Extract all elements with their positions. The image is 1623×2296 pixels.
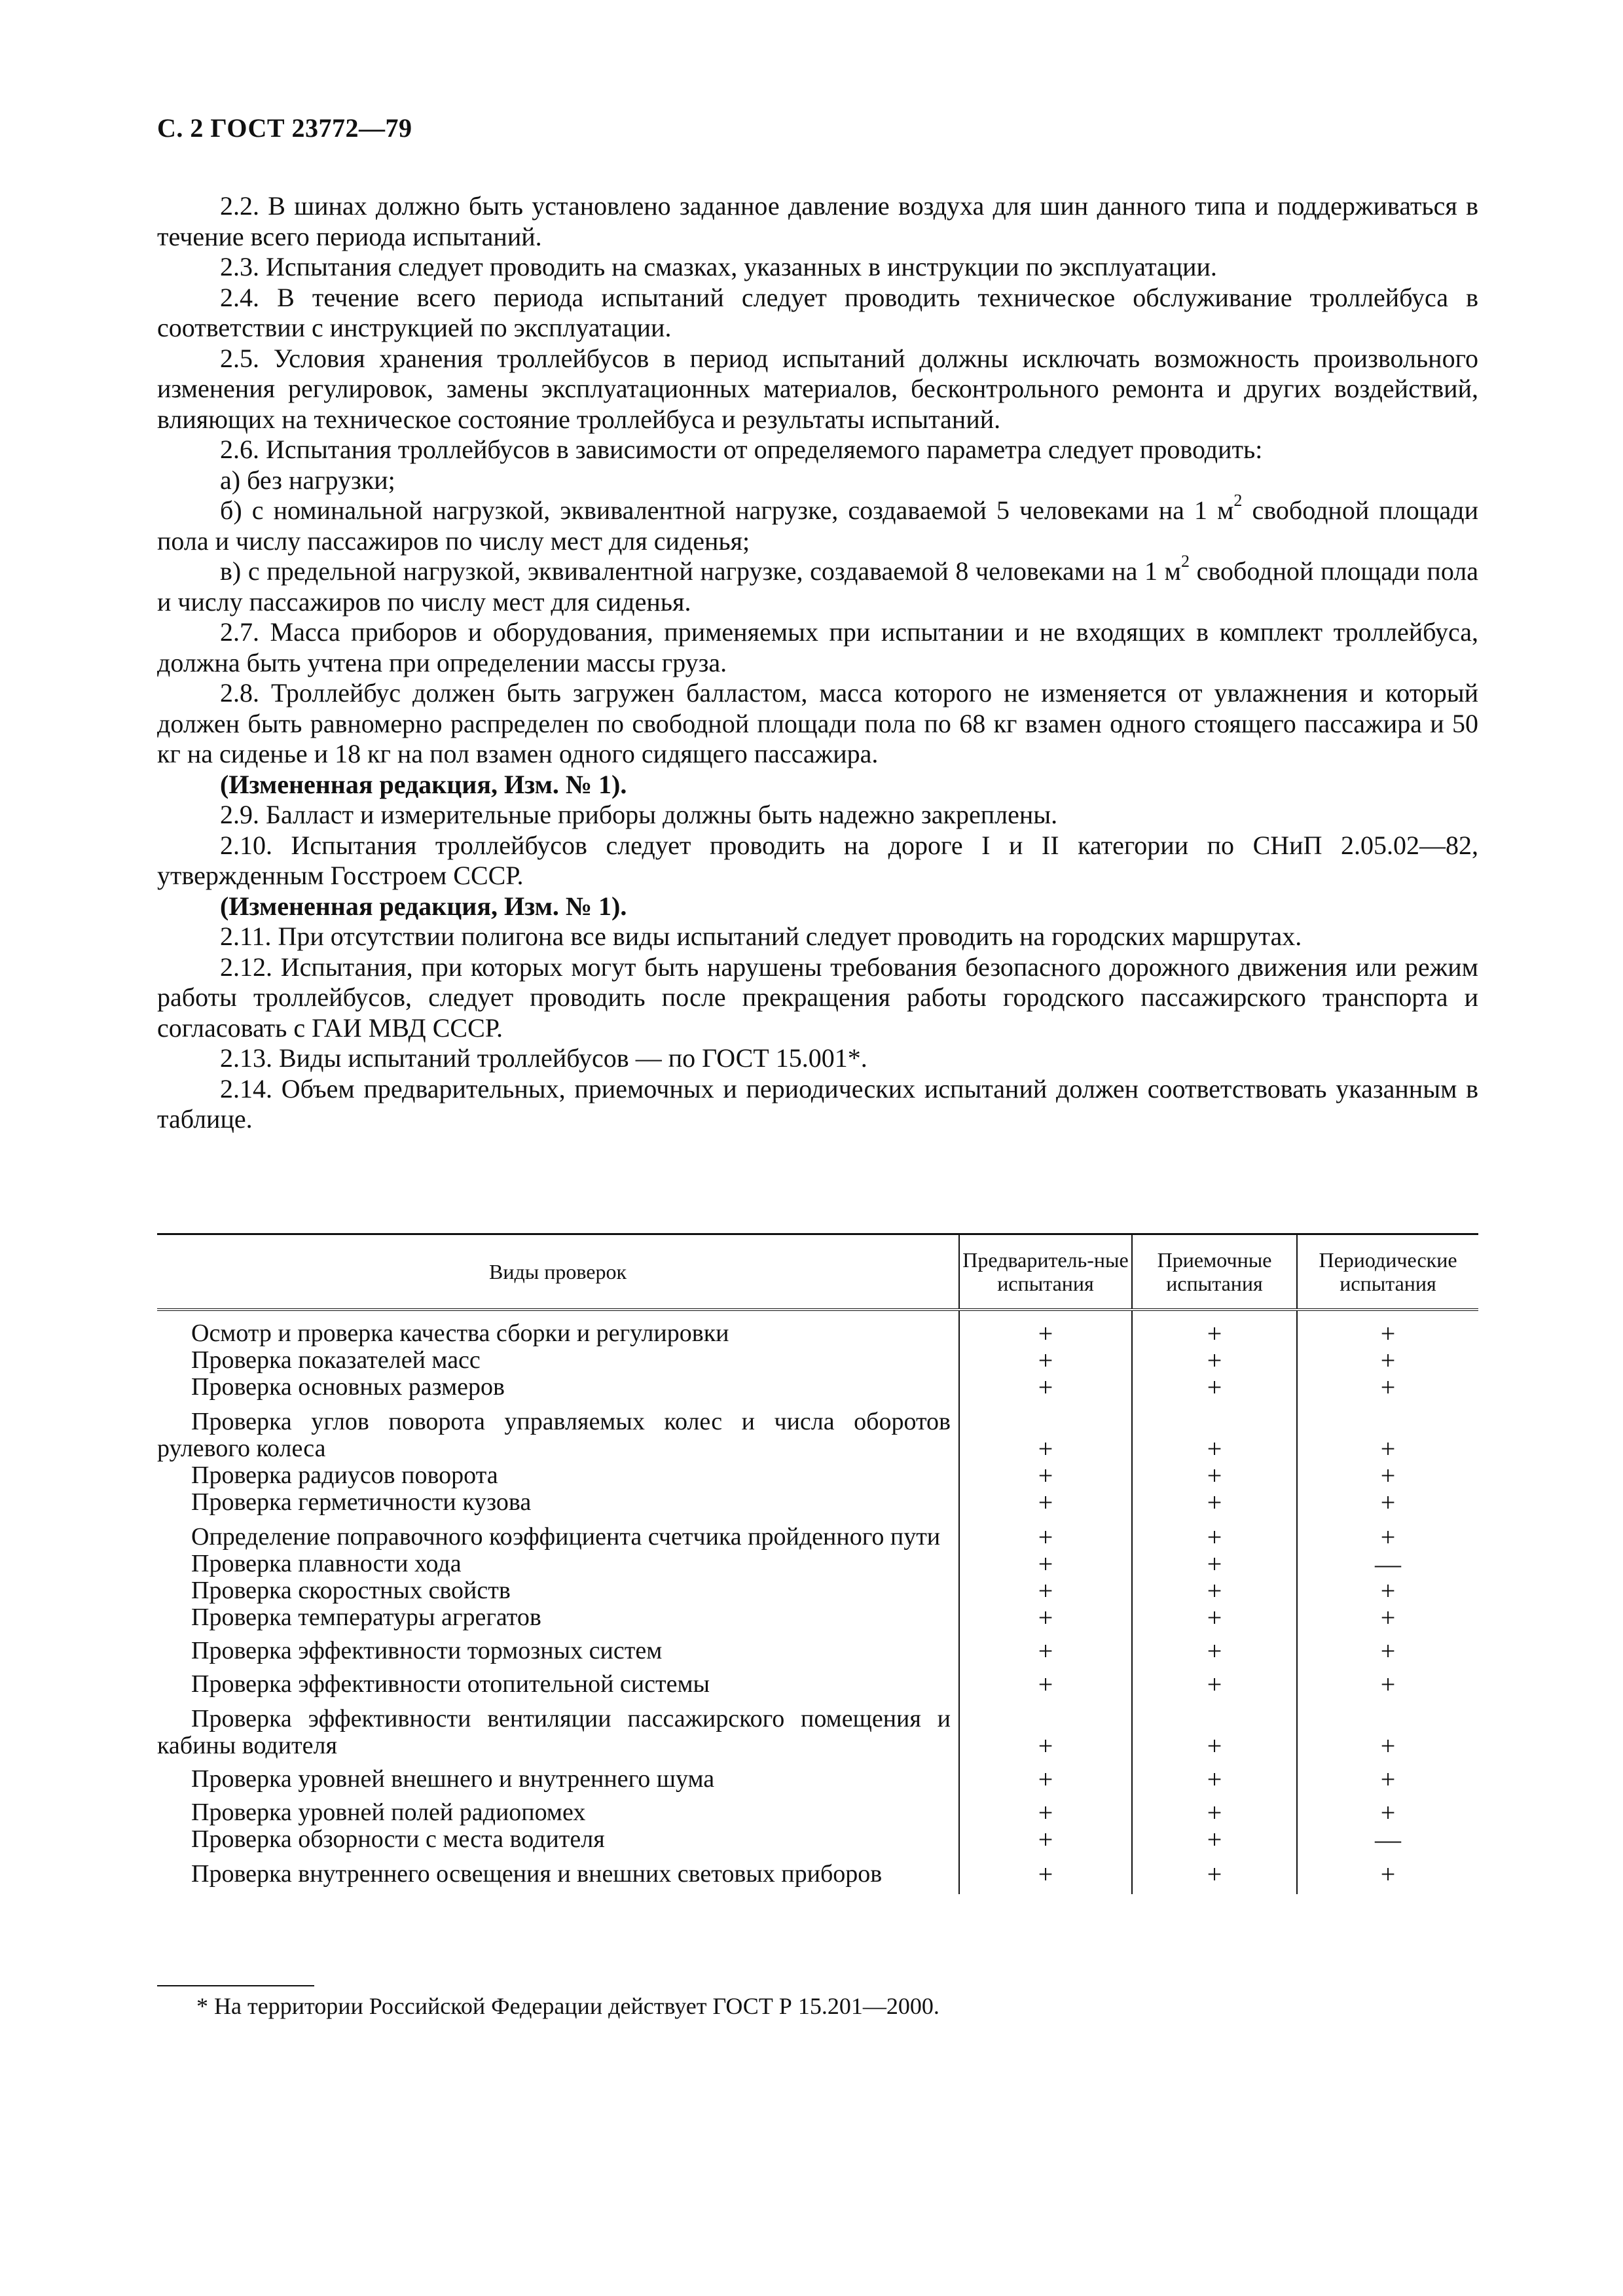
paragraph-2-4: 2.4. В течение всего периода испытаний следует проводить техническое обслуживание троллейбуса в соответствии с инструкцией по эксплуатации.	[157, 282, 1478, 342]
table-row	[157, 1374, 1478, 1401]
check-type-cell	[157, 1664, 959, 1698]
periodic-mark: —	[1297, 1551, 1478, 1577]
footnote-divider	[157, 1985, 314, 1986]
acceptance-mark: +	[1132, 1462, 1297, 1489]
check-type-label: Проверка обзорности с места водителя	[191, 1825, 605, 1853]
paragraph-2-6-v-text: в) с предельной нагрузкой, эквивалентной нагрузке, создаваемой 8 человеками на 1 м	[220, 556, 1181, 586]
table-row	[157, 1853, 1478, 1894]
column-header-acceptance: Приемочные испытания	[1132, 1234, 1297, 1310]
paragraph-2-6-b-text: б) с номинальной нагрузкой, эквивалентной нагрузке, создаваемой 5 человеками на 1 м	[220, 495, 1234, 525]
paragraph-2-6-b	[157, 491, 1479, 556]
superscript-2: 2	[1181, 552, 1190, 571]
periodic-mark: +	[1297, 1793, 1478, 1826]
paragraph-2-10: 2.10. Испытания троллейбусов следует проводить на дороге I и II категории по СНиП 2.05.02—82, утвержденным Госстроем СССР.	[157, 830, 1478, 890]
check-type-cell	[157, 1462, 959, 1489]
acceptance-mark: +	[1132, 1631, 1297, 1664]
preliminary-mark: +	[959, 1664, 1132, 1698]
check-type-label: Проверка плавности хода	[191, 1550, 462, 1577]
check-type-label: Проверка эффективности вентиляции пассажирского помещения и кабины водителя	[157, 1705, 951, 1759]
check-type-label: Проверка радиусов поворота	[191, 1462, 498, 1489]
check-type-cell	[157, 1759, 959, 1793]
periodic-mark: +	[1297, 1853, 1478, 1894]
periodic-mark: +	[1297, 1604, 1478, 1631]
test-scope-table	[157, 1233, 1478, 1894]
periodic-mark: +	[1297, 1698, 1478, 1759]
preliminary-mark: +	[959, 1489, 1132, 1516]
paragraph-2-5: 2.5. Условия хранения троллейбусов в период испытаний должны исключать возможность произвольного изменения регулировок, замены эксплуатационных материалов, бесконтрольного ремонта и других воздействий, влияющих на техническое состояние троллейбуса и результаты испытаний.	[157, 343, 1478, 434]
check-type-label: Проверка показателей масс	[191, 1346, 481, 1374]
check-type-label: Осмотр и проверка качества сборки и регулировки	[191, 1319, 729, 1347]
periodic-mark: +	[1297, 1310, 1478, 1347]
paragraph-2-6: 2.6. Испытания троллейбусов в зависимости от определяемого параметра следует проводить:	[220, 435, 1263, 464]
check-type-label: Определение поправочного коэффициента счетчика пройденного пути	[191, 1523, 941, 1551]
acceptance-mark: +	[1132, 1853, 1297, 1894]
paragraph-2-6-a: а) без нагрузки;	[220, 465, 395, 495]
check-type-label: Проверка основных размеров	[191, 1373, 505, 1401]
preliminary-mark: +	[959, 1516, 1132, 1551]
acceptance-mark: +	[1132, 1401, 1297, 1462]
paragraph-2-14: 2.14. Объем предварительных, приемочных и периодических испытаний должен соответствовать указанным в таблице.	[157, 1073, 1478, 1134]
acceptance-mark: +	[1132, 1374, 1297, 1401]
table-row	[157, 1462, 1478, 1489]
table-row	[157, 1664, 1478, 1698]
table-row	[157, 1759, 1478, 1793]
check-type-cell	[157, 1489, 959, 1516]
acceptance-mark: +	[1132, 1489, 1297, 1516]
amendment-note: (Измененная редакция, Изм. № 1).	[220, 769, 627, 799]
acceptance-mark: +	[1132, 1516, 1297, 1551]
paragraph-2-11: 2.11. При отсутствии полигона все виды испытаний следует проводить на городских маршрутах.	[220, 922, 1302, 951]
check-type-label: Проверка уровней полей радиопомех	[191, 1799, 586, 1826]
table-row	[157, 1516, 1478, 1551]
check-type-label: Проверка уровней внешнего и внутреннего шума	[191, 1765, 715, 1793]
check-type-label: Проверка эффективности отопительной системы	[191, 1670, 710, 1698]
table-row	[157, 1631, 1478, 1664]
preliminary-mark: +	[959, 1462, 1132, 1489]
paragraph-2-2: 2.2. В шинах должно быть установлено заданное давление воздуха для шин данного типа и поддерживаться в течение всего периода испытаний.	[157, 191, 1478, 251]
acceptance-mark: +	[1132, 1793, 1297, 1826]
preliminary-mark: +	[959, 1401, 1132, 1462]
paragraph-2-7: 2.7. Масса приборов и оборудования, применяемых при испытании и не входящих в комплект троллейбуса, должна быть учтена при определении массы груза.	[157, 617, 1478, 677]
check-type-cell	[157, 1551, 959, 1577]
table-header-row	[157, 1234, 1478, 1310]
acceptance-mark: +	[1132, 1347, 1297, 1374]
table-row	[157, 1604, 1478, 1631]
preliminary-mark: +	[959, 1310, 1132, 1347]
table-row	[157, 1826, 1478, 1853]
preliminary-mark: +	[959, 1347, 1132, 1374]
check-type-cell	[157, 1604, 959, 1631]
acceptance-mark: +	[1132, 1759, 1297, 1793]
acceptance-mark: +	[1132, 1551, 1297, 1577]
preliminary-mark: +	[959, 1826, 1132, 1853]
check-type-cell	[157, 1310, 959, 1347]
periodic-mark: —	[1297, 1826, 1478, 1853]
preliminary-mark: +	[959, 1604, 1132, 1631]
check-type-cell	[157, 1853, 959, 1894]
acceptance-mark: +	[1132, 1698, 1297, 1759]
check-type-label: Проверка углов поворота управляемых колес и числа оборотов рулевого колеса	[157, 1408, 951, 1462]
table-row	[157, 1793, 1478, 1826]
acceptance-mark: +	[1132, 1604, 1297, 1631]
table-row	[157, 1310, 1478, 1347]
preliminary-mark: +	[959, 1551, 1132, 1577]
table-row	[157, 1401, 1478, 1462]
check-type-cell	[157, 1631, 959, 1664]
superscript-2: 2	[1233, 491, 1243, 510]
periodic-mark: +	[1297, 1489, 1478, 1516]
check-type-cell	[157, 1793, 959, 1826]
table-row	[157, 1551, 1478, 1577]
paragraph-2-13: 2.13. Виды испытаний троллейбусов — по ГОСТ 15.001*.	[220, 1043, 867, 1073]
check-type-label: Проверка скоростных свойств	[191, 1577, 511, 1604]
acceptance-mark: +	[1132, 1577, 1297, 1604]
check-type-cell	[157, 1826, 959, 1853]
column-header-check-type: Виды проверок	[157, 1234, 959, 1310]
acceptance-mark: +	[1132, 1310, 1297, 1347]
acceptance-mark: +	[1132, 1826, 1297, 1853]
paragraph-2-6-v-end: свободной площади пола и числу пассажиров по числу мест для сиденья.	[157, 556, 1479, 617]
table-row	[157, 1698, 1478, 1759]
periodic-mark: +	[1297, 1664, 1478, 1698]
table-row	[157, 1347, 1478, 1374]
check-type-cell	[157, 1577, 959, 1604]
page-header: С. 2 ГОСТ 23772—79	[157, 113, 412, 143]
preliminary-mark: +	[959, 1374, 1132, 1401]
paragraph-2-6-b-end: свободной площади пола и числу пассажиров по числу мест для сиденья;	[157, 495, 1479, 556]
periodic-mark: +	[1297, 1462, 1478, 1489]
table-row	[157, 1489, 1478, 1516]
periodic-mark: +	[1297, 1577, 1478, 1604]
periodic-mark: +	[1297, 1631, 1478, 1664]
table-row	[157, 1577, 1478, 1604]
periodic-mark: +	[1297, 1759, 1478, 1793]
periodic-mark: +	[1297, 1401, 1478, 1462]
check-type-cell	[157, 1401, 959, 1462]
paragraph-2-6-v	[157, 552, 1479, 617]
preliminary-mark: +	[959, 1759, 1132, 1793]
paragraph-2-8: 2.8. Троллейбус должен быть загружен балластом, масса которого не изменяется от увлажнения и который должен быть равномерно распределен по свободной площади пола по 68 кг взамен одного стоящего пассажира и 50 кг на сиденье и 18 кг на пол взамен одного сидящего пассажира.	[157, 678, 1478, 768]
periodic-mark: +	[1297, 1374, 1478, 1401]
amendment-note: (Измененная редакция, Изм. № 1).	[220, 891, 627, 921]
preliminary-mark: +	[959, 1698, 1132, 1759]
check-type-label: Проверка температуры агрегатов	[191, 1604, 541, 1631]
check-type-label: Проверка внутреннего освещения и внешних световых приборов	[191, 1860, 883, 1888]
check-type-cell	[157, 1374, 959, 1401]
check-type-cell	[157, 1698, 959, 1759]
check-type-label: Проверка герметичности кузова	[191, 1488, 532, 1516]
footnote: * На территории Российской Федерации действует ГОСТ Р 15.201—2000.	[196, 1993, 939, 2019]
paragraph-2-9: 2.9. Балласт и измерительные приборы должны быть надежно закреплены.	[220, 800, 1058, 829]
preliminary-mark: +	[959, 1577, 1132, 1604]
preliminary-mark: +	[959, 1631, 1132, 1664]
periodic-mark: +	[1297, 1347, 1478, 1374]
acceptance-mark: +	[1132, 1664, 1297, 1698]
document-body	[157, 191, 1478, 1135]
preliminary-mark: +	[959, 1793, 1132, 1826]
preliminary-mark: +	[959, 1853, 1132, 1894]
periodic-mark: +	[1297, 1516, 1478, 1551]
column-header-periodic: Периодические испытания	[1297, 1234, 1478, 1310]
column-header-preliminary: Предваритель-ные испытания	[959, 1234, 1132, 1310]
paragraph-2-12: 2.12. Испытания, при которых могут быть нарушены требования безопасного дорожного движения или режим работы троллейбусов, следует проводить после прекращения работы городского пассажирского транспорта и согласовать с ГАИ МВД СССР.	[157, 952, 1478, 1043]
check-type-label: Проверка эффективности тормозных систем	[191, 1637, 663, 1664]
paragraph-2-3: 2.3. Испытания следует проводить на смазках, указанных в инструкции по эксплуатации.	[220, 252, 1217, 281]
check-type-cell	[157, 1516, 959, 1551]
check-type-cell	[157, 1347, 959, 1374]
